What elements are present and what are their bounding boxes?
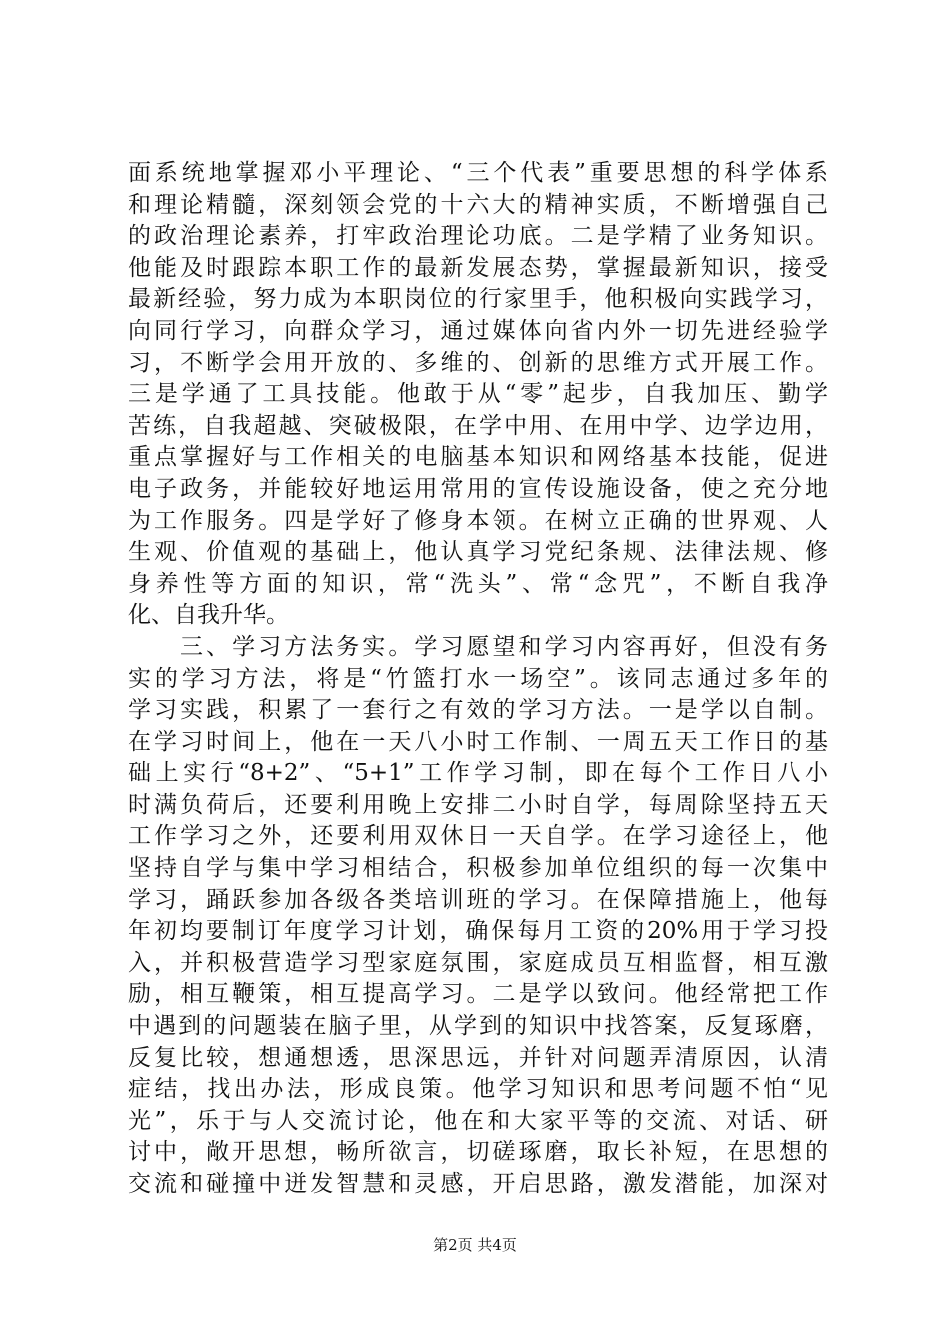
text-line: 电子政务，并能较好地运用常用的宣传设施设备，使之充分地 — [128, 475, 828, 502]
paragraph-first-line: 三、学习方法务实。学习愿望和学习内容再好，但没有务 — [180, 633, 828, 660]
text-line: 为工作服务。四是学好了修身本领。在树立正确的世界观、人 — [128, 507, 828, 534]
text-line: 面系统地掌握邓小平理论、“三个代表”重要思想的科学体系 — [128, 160, 828, 186]
text-line: 三是学通了工具技能。他敢于从“零”起步，自我加压、勤学 — [128, 381, 828, 408]
text-line: 入，并积极营造学习型家庭氛围，家庭成员互相监督，相互激 — [128, 949, 828, 976]
body-text — [128, 158, 828, 1201]
text-line: 和理论精髓，深刻领会党的十六大的精神实质，不断增强自己 — [128, 191, 828, 218]
text-line: 最新经验，努力成为本职岗位的行家里手，他积极向实践学习， — [128, 286, 828, 313]
text-line: 交流和碰撞中迸发智慧和灵感，开启思路，激发潜能，加深对 — [128, 1171, 828, 1197]
text-line: 重点掌握好与工作相关的电脑基本知识和网络基本技能，促进 — [128, 444, 828, 471]
text-line: 他能及时跟踪本职工作的最新发展态势，掌握最新知识，接受 — [128, 254, 828, 281]
text-line: 励，相互鞭策，相互提高学习。二是学以致问。他经常把工作 — [128, 981, 828, 1008]
text-line: 光”，乐于与人交流讨论，他在和大家平等的交流、对话、研 — [128, 1107, 828, 1134]
page-footer — [0, 1234, 950, 1255]
text-line: 实的学习方法，将是“竹篮打水一场空”。该同志通过多年的 — [128, 665, 828, 692]
text-line: 生观、价值观的基础上，他认真学习党纪条规、法律法规、修 — [128, 539, 828, 566]
text-line: 坚持自学与集中学习相结合，积极参加单位组织的每一次集中 — [128, 855, 828, 882]
text-line: 时满负荷后，还要利用晚上安排二小时自学，每周除坚持五天 — [128, 791, 828, 818]
text-line: 反复比较，想通想透，思深思远，并针对问题弄清原因，认清 — [128, 1044, 828, 1071]
text-line: 向同行学习，向群众学习，通过媒体向省内外一切先进经验学 — [128, 317, 828, 344]
text-line: 在学习时间上，他在一天八小时工作制、一周五天工作日的基 — [128, 728, 828, 755]
text-line: 苦练，自我超越、突破极限，在学中用、在用中学、边学边用， — [128, 412, 828, 439]
text-line: 的政治理论素养，打牢政治理论功底。二是学精了业务知识。 — [128, 223, 828, 250]
text-line: 身养性等方面的知识，常“洗头”、常“念咒”，不断自我净 — [128, 570, 828, 597]
text-line: 中遇到的问题装在脑子里，从学到的知识中找答案，反复琢磨， — [128, 1013, 828, 1040]
text-line: 学习实践，积累了一套行之有效的学习方法。一是学以自制。 — [128, 697, 828, 724]
page-number-label: 第2页 共4页 — [433, 1236, 517, 1254]
text-line: 症结，找出办法，形成良策。他学习知识和思考问题不怕“见 — [128, 1076, 828, 1103]
text-line: 学习，踊跃参加各级各类培训班的学习。在保障措施上，他每 — [128, 886, 828, 913]
text-line: 年初均要制订年度学习计划，确保每月工资的20%用于学习投 — [128, 918, 828, 945]
text-line: 工作学习之外，还要利用双休日一天自学。在学习途径上，他 — [128, 823, 828, 850]
text-line: 础上实行“8+2”、“5+1”工作学习制，即在每个工作日八小 — [128, 760, 828, 787]
text-line: 化、自我升华。 — [128, 602, 289, 629]
text-line: 讨中，敞开思想，畅所欲言，切磋琢磨，取长补短，在思想的 — [128, 1139, 828, 1166]
text-line: 习，不断学会用开放的、多维的、创新的思维方式开展工作。 — [128, 349, 828, 376]
